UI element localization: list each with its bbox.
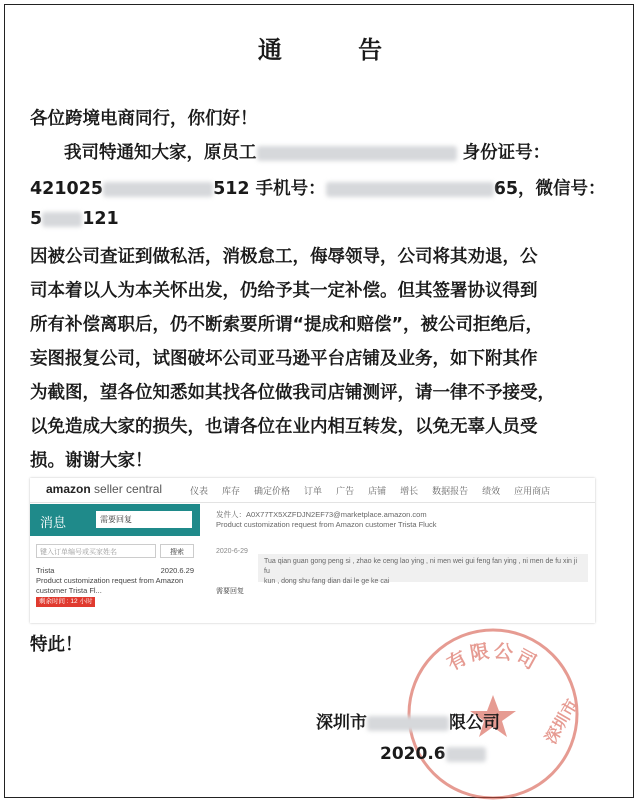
body-line-4: 因被公司查证到做私活，消极怠工，侮辱领导，公司将其劝退，公 — [30, 247, 538, 267]
bubble-text: Tua qian guan gong peng si , zhao ke ceng lao ying , ni men wei gui feng fan ying , ni men de fu xin ji fu — [264, 558, 577, 575]
time-remaining-badge: 剩余时间 : 12 小时 — [36, 597, 95, 607]
wechat-prefix: 5 — [30, 209, 43, 229]
message-detail — [210, 504, 595, 623]
body-line-8: 为截图，望各位知悉如其找各位做我司店铺测评，请一律不予接受， — [30, 383, 555, 403]
closing: 特此！ — [30, 635, 83, 655]
nav-item[interactable]: 店铺 — [368, 486, 387, 496]
sender-address: 发件人：A0X77TX5XZFDJN2EF73@marketplace.amazon.com — [216, 510, 427, 519]
seller-nav — [190, 484, 564, 497]
search-input[interactable]: 键入订单编号或买家姓名 — [36, 544, 156, 558]
body-line-2-c: 65，微信号： — [493, 179, 606, 199]
nav-item[interactable]: 增长 — [400, 486, 419, 496]
notice-title: 通 告 — [257, 36, 417, 64]
redaction — [367, 716, 449, 731]
nav-item[interactable]: 订单 — [304, 486, 323, 496]
message-title: Product customization request from Amazon customer Trista Fluck — [216, 520, 437, 529]
bubble-text-2: kun , dong shu fang dian dai le ge ke cai — [264, 578, 390, 585]
body-line-1-a: 我司特通知大家，原员工 — [64, 143, 257, 163]
redaction — [42, 212, 82, 227]
sender-name: Trista — [36, 566, 55, 575]
filter-select[interactable]: 需要回复 — [96, 511, 192, 528]
signature-company — [316, 708, 500, 733]
body-line-6: 所有补偿离职后，仍不断索要所谓“提成和赔偿”，被公司拒绝后， — [30, 315, 544, 335]
body-line-10: 损。谢谢大家！ — [30, 451, 153, 471]
seal-text: 有限公司 — [443, 639, 543, 676]
body-line-9: 以免造成大家的损失，也请各位在业内相互转发，以免无辜人员受 — [30, 417, 538, 437]
seller-central-topbar — [30, 478, 595, 503]
body-line-2 — [30, 176, 606, 202]
body-line-5: 司本着以人为本关怀出发，仍给予其一定补偿。但其签署协议得到 — [30, 281, 538, 301]
body-line-7: 妄图报复公司，试图破坏公司亚马逊平台店铺及业务，如下附其作 — [30, 349, 538, 369]
seller-central-screenshot — [30, 478, 595, 623]
redaction — [446, 747, 486, 762]
message-sidebar — [30, 504, 200, 623]
message-item[interactable] — [36, 566, 194, 607]
nav-item[interactable]: 确定价格 — [254, 486, 291, 496]
nav-item[interactable]: 库存 — [222, 486, 241, 496]
date-prefix: 2020.6 — [380, 744, 446, 764]
seal-city-text: 深圳市 — [541, 695, 582, 747]
company-prefix: 深圳市 — [316, 713, 367, 733]
signature-date — [380, 744, 486, 764]
svg-text:有限公司 — [443, 640, 542, 675]
nav-item[interactable]: 数据报告 — [432, 486, 469, 496]
search-button[interactable]: 搜索 — [160, 544, 194, 558]
message-header-text — [216, 510, 437, 530]
redaction — [326, 182, 494, 197]
detail-date: 2020-6-29 — [216, 548, 248, 555]
redaction — [257, 146, 457, 161]
nav-item[interactable]: 应用商店 — [514, 486, 551, 496]
message-subject-2: customer Trista Fl... — [36, 586, 102, 595]
company-suffix: 限公司 — [449, 713, 500, 733]
body-line-2-b: 512 手机号： — [213, 179, 326, 199]
message-subject: Product customization request from Amazon — [36, 576, 184, 585]
nav-item[interactable]: 绩效 — [482, 486, 501, 496]
nav-item[interactable]: 仪表 — [190, 486, 209, 496]
body-line-1 — [64, 140, 550, 166]
messages-label: 消息 — [40, 516, 67, 531]
id-prefix: 421025 — [30, 179, 104, 199]
amazon-logo: amazon seller central — [46, 482, 163, 496]
message-bubble — [258, 554, 588, 585]
wechat-suffix: 121 — [82, 209, 119, 229]
greeting: 各位跨境电商同行，你们好！ — [30, 109, 258, 129]
body-line-1-b: 身份证号： — [462, 143, 551, 163]
message-date: 2020.6.29 — [160, 566, 194, 575]
redaction — [103, 182, 213, 197]
body-line-3 — [30, 206, 119, 232]
reply-label[interactable]: 需要回复 — [216, 588, 244, 595]
nav-item[interactable]: 广告 — [336, 486, 355, 496]
message-header — [30, 504, 200, 536]
